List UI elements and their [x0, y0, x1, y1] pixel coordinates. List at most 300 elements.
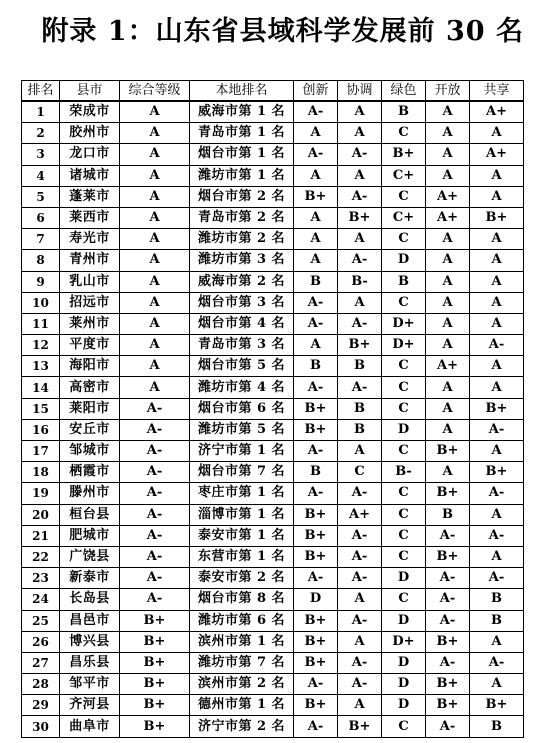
sharing-cell: A- — [470, 525, 524, 546]
county-cell: 曲阜市 — [60, 716, 120, 737]
innovation-cell: B — [294, 271, 338, 292]
innovation-cell: A — [294, 250, 338, 271]
table-row — [22, 419, 524, 440]
innovation-cell: A — [294, 123, 338, 144]
county-cell: 莱州市 — [60, 313, 120, 334]
table-row — [22, 292, 524, 313]
table-row — [22, 610, 524, 631]
rank-cell: 8 — [22, 250, 60, 271]
overall-grade-cell: A — [120, 356, 190, 377]
header-overall-grade: 综合等级 — [120, 81, 190, 102]
table-row — [22, 250, 524, 271]
openness-cell: B — [426, 504, 470, 525]
local-rank-cell: 东营市第 1 名 — [190, 546, 294, 567]
innovation-cell: B+ — [294, 695, 338, 716]
table-row — [22, 398, 524, 419]
sharing-cell: A+ — [470, 144, 524, 165]
coordination-cell: A- — [338, 568, 382, 589]
county-cell: 昌乐县 — [60, 652, 120, 673]
county-cell: 平度市 — [60, 335, 120, 356]
sharing-cell: A- — [470, 483, 524, 504]
green-cell: C — [382, 186, 426, 207]
coordination-cell: A — [338, 123, 382, 144]
table-row — [22, 631, 524, 652]
sharing-cell: A — [470, 674, 524, 695]
openness-cell: B+ — [426, 631, 470, 652]
overall-grade-cell: A — [120, 144, 190, 165]
sharing-cell: A — [470, 250, 524, 271]
coordination-cell: A- — [338, 610, 382, 631]
rank-cell: 20 — [22, 504, 60, 525]
openness-cell: A — [426, 165, 470, 186]
overall-grade-cell: A- — [120, 441, 190, 462]
green-cell: C — [382, 229, 426, 250]
coordination-cell: B+ — [338, 716, 382, 737]
overall-grade-cell: A — [120, 377, 190, 398]
header-county: 县市 — [60, 81, 120, 102]
local-rank-cell: 烟台市第 7 名 — [190, 462, 294, 483]
local-rank-cell: 德州市第 1 名 — [190, 695, 294, 716]
sharing-cell: B+ — [470, 398, 524, 419]
openness-cell: A- — [426, 716, 470, 737]
overall-grade-cell: A- — [120, 589, 190, 610]
coordination-cell: B+ — [338, 207, 382, 228]
county-cell: 昌邑市 — [60, 610, 120, 631]
table-row — [22, 546, 524, 567]
local-rank-cell: 烟台市第 5 名 — [190, 356, 294, 377]
local-rank-cell: 潍坊市第 3 名 — [190, 250, 294, 271]
coordination-cell: A — [338, 441, 382, 462]
table-row — [22, 123, 524, 144]
green-cell: C — [382, 716, 426, 737]
overall-grade-cell: A- — [120, 546, 190, 567]
rank-cell: 28 — [22, 674, 60, 695]
rank-cell: 2 — [22, 123, 60, 144]
coordination-cell: A- — [338, 483, 382, 504]
rank-cell: 13 — [22, 356, 60, 377]
table-body — [22, 101, 524, 737]
coordination-cell: B+ — [338, 335, 382, 356]
rank-cell: 4 — [22, 165, 60, 186]
openness-cell: A — [426, 462, 470, 483]
coordination-cell: B — [338, 419, 382, 440]
table-row — [22, 165, 524, 186]
rank-cell: 12 — [22, 335, 60, 356]
overall-grade-cell: A- — [120, 462, 190, 483]
overall-grade-cell: A- — [120, 398, 190, 419]
rank-cell: 29 — [22, 695, 60, 716]
table-row — [22, 313, 524, 334]
rank-cell: 19 — [22, 483, 60, 504]
table-row — [22, 271, 524, 292]
coordination-cell: C — [338, 462, 382, 483]
rank-cell: 6 — [22, 207, 60, 228]
county-cell: 邹城市 — [60, 441, 120, 462]
county-cell: 桓台县 — [60, 504, 120, 525]
innovation-cell: A — [294, 165, 338, 186]
local-rank-cell: 烟台市第 2 名 — [190, 186, 294, 207]
green-cell: C — [382, 292, 426, 313]
ranking-table-container — [21, 80, 523, 738]
local-rank-cell: 泰安市第 1 名 — [190, 525, 294, 546]
local-rank-cell: 青岛市第 1 名 — [190, 123, 294, 144]
local-rank-cell: 烟台市第 6 名 — [190, 398, 294, 419]
county-cell: 莱阳市 — [60, 398, 120, 419]
sharing-cell: B+ — [470, 695, 524, 716]
green-cell: C+ — [382, 207, 426, 228]
green-cell: B — [382, 101, 426, 123]
header-coordination: 协调 — [338, 81, 382, 102]
green-cell: D+ — [382, 313, 426, 334]
table-row — [22, 356, 524, 377]
local-rank-cell: 滨州市第 1 名 — [190, 631, 294, 652]
local-rank-cell: 潍坊市第 7 名 — [190, 652, 294, 673]
coordination-cell: A- — [338, 377, 382, 398]
overall-grade-cell: B+ — [120, 631, 190, 652]
rank-cell: 7 — [22, 229, 60, 250]
coordination-cell: A — [338, 292, 382, 313]
innovation-cell: B+ — [294, 504, 338, 525]
rank-cell: 10 — [22, 292, 60, 313]
overall-grade-cell: B+ — [120, 674, 190, 695]
rank-cell: 15 — [22, 398, 60, 419]
overall-grade-cell: B+ — [120, 695, 190, 716]
local-rank-cell: 潍坊市第 6 名 — [190, 610, 294, 631]
green-cell: D — [382, 419, 426, 440]
green-cell: C — [382, 356, 426, 377]
table-row — [22, 335, 524, 356]
innovation-cell: B+ — [294, 652, 338, 673]
table-row — [22, 589, 524, 610]
openness-cell: A+ — [426, 356, 470, 377]
green-cell: D+ — [382, 631, 426, 652]
county-cell: 龙口市 — [60, 144, 120, 165]
innovation-cell: B+ — [294, 419, 338, 440]
openness-cell: B+ — [426, 674, 470, 695]
table-row — [22, 525, 524, 546]
table-row — [22, 695, 524, 716]
overall-grade-cell: A — [120, 123, 190, 144]
green-cell: C — [382, 546, 426, 567]
table-row — [22, 483, 524, 504]
innovation-cell: B — [294, 356, 338, 377]
sharing-cell: A- — [470, 335, 524, 356]
rank-cell: 26 — [22, 631, 60, 652]
innovation-cell: B+ — [294, 186, 338, 207]
openness-cell: A+ — [426, 186, 470, 207]
openness-cell: A — [426, 398, 470, 419]
green-cell: D — [382, 695, 426, 716]
coordination-cell: A- — [338, 250, 382, 271]
rank-cell: 22 — [22, 546, 60, 567]
table-row — [22, 674, 524, 695]
openness-cell: A — [426, 250, 470, 271]
local-rank-cell: 潍坊市第 5 名 — [190, 419, 294, 440]
innovation-cell: B+ — [294, 610, 338, 631]
sharing-cell: A- — [470, 568, 524, 589]
openness-cell: A — [426, 101, 470, 123]
sharing-cell: A — [470, 123, 524, 144]
overall-grade-cell: A — [120, 229, 190, 250]
local-rank-cell: 烟台市第 8 名 — [190, 589, 294, 610]
overall-grade-cell: A — [120, 165, 190, 186]
local-rank-cell: 威海市第 1 名 — [190, 101, 294, 123]
local-rank-cell: 青岛市第 3 名 — [190, 335, 294, 356]
county-cell: 青州市 — [60, 250, 120, 271]
sharing-cell: B — [470, 716, 524, 737]
county-cell: 荣成市 — [60, 101, 120, 123]
green-cell: C — [382, 398, 426, 419]
local-rank-cell: 泰安市第 2 名 — [190, 568, 294, 589]
local-rank-cell: 滨州市第 2 名 — [190, 674, 294, 695]
sharing-cell: A — [470, 313, 524, 334]
local-rank-cell: 潍坊市第 2 名 — [190, 229, 294, 250]
local-rank-cell: 烟台市第 4 名 — [190, 313, 294, 334]
overall-grade-cell: A — [120, 207, 190, 228]
county-cell: 招远市 — [60, 292, 120, 313]
sharing-cell: B+ — [470, 462, 524, 483]
rank-cell: 18 — [22, 462, 60, 483]
coordination-cell: A- — [338, 144, 382, 165]
header-green: 绿色 — [382, 81, 426, 102]
openness-cell: A — [426, 144, 470, 165]
openness-cell: A- — [426, 610, 470, 631]
table-row — [22, 207, 524, 228]
green-cell: D+ — [382, 335, 426, 356]
green-cell: C — [382, 377, 426, 398]
local-rank-cell: 威海市第 2 名 — [190, 271, 294, 292]
county-cell: 齐河县 — [60, 695, 120, 716]
green-cell: D — [382, 568, 426, 589]
rank-cell: 14 — [22, 377, 60, 398]
openness-cell: A+ — [426, 207, 470, 228]
county-cell: 莱西市 — [60, 207, 120, 228]
rank-cell: 23 — [22, 568, 60, 589]
sharing-cell: A- — [470, 652, 524, 673]
sharing-cell: A — [470, 292, 524, 313]
overall-grade-cell: A- — [120, 483, 190, 504]
sharing-cell: A — [470, 377, 524, 398]
county-cell: 寿光市 — [60, 229, 120, 250]
openness-cell: B+ — [426, 546, 470, 567]
rank-cell: 11 — [22, 313, 60, 334]
local-rank-cell: 济宁市第 1 名 — [190, 441, 294, 462]
county-cell: 博兴县 — [60, 631, 120, 652]
coordination-cell: B- — [338, 271, 382, 292]
county-cell: 安丘市 — [60, 419, 120, 440]
county-cell: 新泰市 — [60, 568, 120, 589]
coordination-cell: A — [338, 165, 382, 186]
sharing-cell: A — [470, 504, 524, 525]
openness-cell: A — [426, 377, 470, 398]
rank-cell: 17 — [22, 441, 60, 462]
rank-cell: 27 — [22, 652, 60, 673]
county-cell: 邹平市 — [60, 674, 120, 695]
county-cell: 栖霞市 — [60, 462, 120, 483]
innovation-cell: A- — [294, 441, 338, 462]
innovation-cell: A — [294, 335, 338, 356]
sharing-cell: A — [470, 186, 524, 207]
green-cell: C — [382, 589, 426, 610]
header-rank: 排名 — [22, 81, 60, 102]
sharing-cell: A- — [470, 419, 524, 440]
county-cell: 诸城市 — [60, 165, 120, 186]
green-cell: C — [382, 525, 426, 546]
openness-cell: B+ — [426, 695, 470, 716]
sharing-cell: A+ — [470, 101, 524, 123]
header-local-rank: 本地排名 — [190, 81, 294, 102]
coordination-cell: B — [338, 356, 382, 377]
local-rank-cell: 济宁市第 2 名 — [190, 716, 294, 737]
rank-cell: 5 — [22, 186, 60, 207]
sharing-cell: A — [470, 356, 524, 377]
innovation-cell: B+ — [294, 525, 338, 546]
openness-cell: A- — [426, 589, 470, 610]
coordination-cell: A — [338, 101, 382, 123]
openness-cell: A — [426, 419, 470, 440]
sharing-cell: B+ — [470, 207, 524, 228]
green-cell: B- — [382, 462, 426, 483]
table-row — [22, 441, 524, 462]
innovation-cell: B+ — [294, 546, 338, 567]
openness-cell: B+ — [426, 483, 470, 504]
coordination-cell: A- — [338, 525, 382, 546]
innovation-cell: A- — [294, 483, 338, 504]
rank-cell: 24 — [22, 589, 60, 610]
local-rank-cell: 淄博市第 1 名 — [190, 504, 294, 525]
innovation-cell: A- — [294, 101, 338, 123]
ranking-table — [21, 80, 524, 738]
overall-grade-cell: A — [120, 292, 190, 313]
county-cell: 肥城市 — [60, 525, 120, 546]
overall-grade-cell: A — [120, 186, 190, 207]
overall-grade-cell: A- — [120, 419, 190, 440]
openness-cell: B+ — [426, 441, 470, 462]
overall-grade-cell: A — [120, 101, 190, 123]
innovation-cell: A- — [294, 716, 338, 737]
coordination-cell: A — [338, 631, 382, 652]
openness-cell: A — [426, 229, 470, 250]
innovation-cell: B — [294, 462, 338, 483]
green-cell: B+ — [382, 144, 426, 165]
local-rank-cell: 枣庄市第 1 名 — [190, 483, 294, 504]
openness-cell: A — [426, 123, 470, 144]
innovation-cell: B+ — [294, 631, 338, 652]
table-row — [22, 568, 524, 589]
green-cell: D — [382, 674, 426, 695]
table-row — [22, 377, 524, 398]
county-cell: 乳山市 — [60, 271, 120, 292]
rank-cell: 30 — [22, 716, 60, 737]
coordination-cell: A+ — [338, 504, 382, 525]
local-rank-cell: 潍坊市第 1 名 — [190, 165, 294, 186]
local-rank-cell: 潍坊市第 4 名 — [190, 377, 294, 398]
rank-cell: 1 — [22, 101, 60, 123]
overall-grade-cell: B+ — [120, 610, 190, 631]
innovation-cell: A- — [294, 674, 338, 695]
overall-grade-cell: A — [120, 271, 190, 292]
openness-cell: A — [426, 292, 470, 313]
openness-cell: A- — [426, 568, 470, 589]
overall-grade-cell: A — [120, 335, 190, 356]
green-cell: D — [382, 652, 426, 673]
rank-cell: 21 — [22, 525, 60, 546]
rank-cell: 9 — [22, 271, 60, 292]
openness-cell: A — [426, 335, 470, 356]
header-innovation: 创新 — [294, 81, 338, 102]
county-cell: 海阳市 — [60, 356, 120, 377]
innovation-cell: A — [294, 229, 338, 250]
rank-cell: 16 — [22, 419, 60, 440]
table-header-row — [22, 81, 524, 102]
overall-grade-cell: B+ — [120, 652, 190, 673]
innovation-cell: A- — [294, 292, 338, 313]
table-row — [22, 716, 524, 737]
coordination-cell: A — [338, 229, 382, 250]
page-title: 附录 1：山东省县域科学发展前 30 名 — [41, 16, 524, 47]
table-row — [22, 652, 524, 673]
overall-grade-cell: A- — [120, 568, 190, 589]
green-cell: D — [382, 250, 426, 271]
green-cell: C — [382, 504, 426, 525]
coordination-cell: A- — [338, 674, 382, 695]
coordination-cell: A- — [338, 186, 382, 207]
rank-cell: 25 — [22, 610, 60, 631]
county-cell: 蓬莱市 — [60, 186, 120, 207]
coordination-cell: A- — [338, 546, 382, 567]
sharing-cell: B — [470, 610, 524, 631]
sharing-cell: A — [470, 271, 524, 292]
green-cell: C — [382, 123, 426, 144]
header-sharing: 共享 — [470, 81, 524, 102]
sharing-cell: A — [470, 229, 524, 250]
green-cell: C — [382, 441, 426, 462]
local-rank-cell: 烟台市第 3 名 — [190, 292, 294, 313]
innovation-cell: A — [294, 207, 338, 228]
overall-grade-cell: A — [120, 313, 190, 334]
sharing-cell: A — [470, 441, 524, 462]
table-row — [22, 144, 524, 165]
table-row — [22, 504, 524, 525]
openness-cell: A — [426, 271, 470, 292]
county-cell: 高密市 — [60, 377, 120, 398]
county-cell: 长岛县 — [60, 589, 120, 610]
overall-grade-cell: A — [120, 250, 190, 271]
green-cell: C — [382, 483, 426, 504]
table-row — [22, 186, 524, 207]
innovation-cell: D — [294, 589, 338, 610]
openness-cell: A- — [426, 652, 470, 673]
innovation-cell: A- — [294, 144, 338, 165]
local-rank-cell: 青岛市第 2 名 — [190, 207, 294, 228]
coordination-cell: A- — [338, 652, 382, 673]
coordination-cell: A — [338, 695, 382, 716]
innovation-cell: B+ — [294, 398, 338, 419]
innovation-cell: A- — [294, 568, 338, 589]
county-cell: 广饶县 — [60, 546, 120, 567]
table-row — [22, 101, 524, 123]
openness-cell: A — [426, 313, 470, 334]
sharing-cell: B — [470, 589, 524, 610]
green-cell: B — [382, 271, 426, 292]
sharing-cell: A — [470, 165, 524, 186]
coordination-cell: A — [338, 589, 382, 610]
sharing-cell: A — [470, 546, 524, 567]
table-row — [22, 229, 524, 250]
county-cell: 胶州市 — [60, 123, 120, 144]
county-cell: 滕州市 — [60, 483, 120, 504]
local-rank-cell: 烟台市第 1 名 — [190, 144, 294, 165]
